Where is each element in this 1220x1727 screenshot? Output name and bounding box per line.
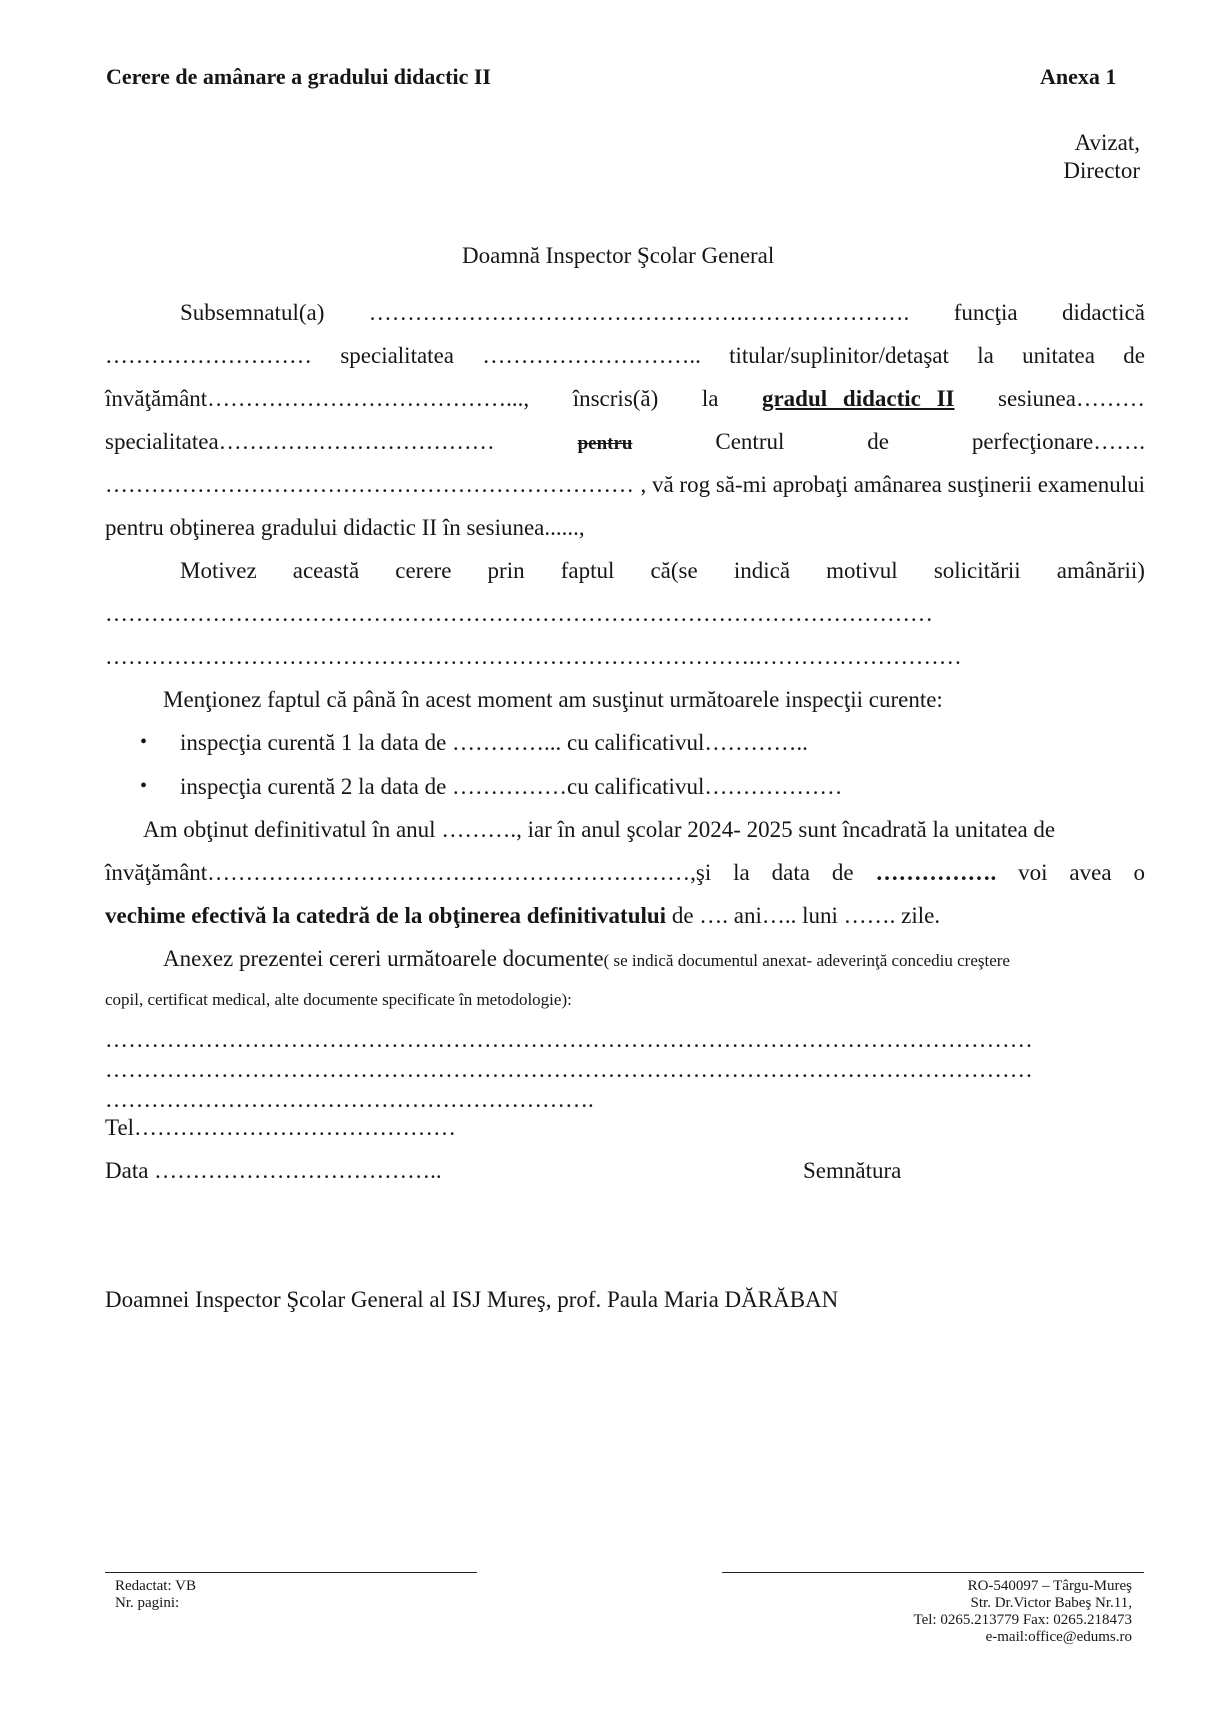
recipient-line: Doamnei Inspector Şcolar General al ISJ Mureş, prof. Paula Maria DĂRĂBAN xyxy=(105,1287,839,1312)
annex-main: Anexez prezentei cereri următoarele documente xyxy=(163,946,604,971)
word-9: solicitării xyxy=(933,558,1021,583)
blank-unit-2: învăţământ………………………………………………………,şi xyxy=(105,860,712,885)
body-line-4 xyxy=(105,429,1145,455)
blank-function: ……………………… xyxy=(105,343,312,368)
annex-line-2: copil, certificat medical, alte documente specificate în metodologie): xyxy=(105,990,572,1009)
date-field: Data ……………………………….. xyxy=(105,1158,442,1183)
text-grade-ii: gradul didactic II xyxy=(761,386,955,411)
blank-center: perfecţionare……. xyxy=(971,429,1145,454)
footer-postal: RO-540097 – Târgu-Mureş xyxy=(967,1578,1132,1594)
body-line-7 xyxy=(180,558,1145,584)
annex-label: Anexa 1 xyxy=(1040,64,1117,89)
blank-name: ………………………………………….…………………. xyxy=(368,300,910,325)
word-7: indică xyxy=(733,558,791,583)
reason-blank-2: ………………………………………………………………………….……………………… xyxy=(105,644,962,669)
reason-blank-1: ……………………………………………………………………………………………… xyxy=(105,601,933,626)
inspection-2: inspecţia curentă 2 la data de ……………cu calificativul……………… xyxy=(180,774,843,799)
inspection-1: inspecţia curentă 1 la data de …………... cu calificativul………….. xyxy=(180,730,808,755)
footer-redactat: Redactat: VB xyxy=(115,1578,196,1594)
annex-small: ( se indică documentul anexat- adeverinţă concediu creştere xyxy=(603,951,1010,970)
text-pentru-struck: pentru xyxy=(577,433,633,454)
text-inscris: înscris(ă) xyxy=(572,386,659,411)
text-unitatea: unitatea xyxy=(1022,343,1095,368)
word-voi: voi xyxy=(1018,860,1048,885)
text-status: titular/suplinitor/detaşat xyxy=(729,343,949,368)
word-10: amânării) xyxy=(1056,558,1145,583)
blank-unit: învăţământ…………………………………..., xyxy=(105,386,530,411)
text-specialitatea: specialitatea xyxy=(340,343,454,368)
documents-blank-1: ………………………………………………………………………………………………………… xyxy=(105,1027,1033,1052)
document-title: Cerere de amânare a gradului didactic II xyxy=(106,64,491,89)
signature-label: Semnătura xyxy=(803,1158,902,1183)
text-de: de xyxy=(1123,343,1145,368)
approval-line1: Avizat, xyxy=(1074,130,1140,155)
word-6: că(se xyxy=(650,558,698,583)
footer-street: Str. Dr.Victor Babeş Nr.11, xyxy=(970,1595,1132,1611)
blank-center-2: …………………………………………………………… xyxy=(105,472,634,497)
seniority-line xyxy=(105,903,1145,929)
word-8: motivul xyxy=(826,558,898,583)
footer-rule-left xyxy=(105,1572,477,1573)
footer-pages: Nr. pagini: xyxy=(115,1595,180,1611)
text-centrul: Centrul xyxy=(715,429,785,454)
body-line-6: pentru obţinerea gradului didactic II în sesiunea......, xyxy=(105,515,585,540)
text-didactica: didactică xyxy=(1061,300,1145,325)
blank-specialty: ……………………….. xyxy=(482,343,701,368)
word-2: această xyxy=(292,558,360,583)
word-de: de xyxy=(831,860,854,885)
seniority-bold: vechime efectivă la catedră de la obţinerea definitivatului xyxy=(105,903,667,928)
text-la-2: la xyxy=(701,386,719,411)
inspections-intro: Menţionez faptul că până în acest moment am susţinut următoarele inspecţii curente: xyxy=(163,687,943,712)
annex-line xyxy=(163,946,1145,972)
text-la: la xyxy=(977,343,994,368)
body-line-2 xyxy=(105,343,1145,369)
text-subsemnatul: Subsemnatul(a) xyxy=(180,300,325,325)
seniority-rest: de …. ani….. luni ……. zile. xyxy=(666,903,941,928)
blank-date: ……………. xyxy=(875,860,997,885)
word-5: faptul xyxy=(560,558,615,583)
body-line-3 xyxy=(105,386,1145,412)
body-line-1 xyxy=(180,300,1145,326)
unit-line xyxy=(105,860,1145,886)
blank-session: sesiunea……… xyxy=(998,386,1145,411)
footer-rule-right xyxy=(722,1572,1144,1573)
definitivat-line: Am obţinut definitivatul în anul ………., iar în anul şcolar 2024- 2025 sunt încadrată la unitatea de xyxy=(143,817,1056,842)
word-o: o xyxy=(1133,860,1145,885)
text-de-2: de xyxy=(867,429,889,454)
body-line-5 xyxy=(105,472,1145,498)
word-avea: avea xyxy=(1069,860,1112,885)
word-data: data xyxy=(771,860,810,885)
blank-specialty-2: specialitatea……………………………… xyxy=(105,429,495,454)
word-3: cerere xyxy=(395,558,452,583)
text-request: , vă rog să-mi aprobaţi amânarea susţinerii examenului xyxy=(640,472,1145,497)
bullet-dot-2: • xyxy=(140,775,148,797)
footer-email: e-mail:office@edums.ro xyxy=(985,1629,1132,1645)
footer-phone: Tel: 0265.213779 Fax: 0265.218473 xyxy=(913,1612,1132,1628)
word-la: la xyxy=(733,860,750,885)
documents-blank-2: ………………………………………………………………………………………………………… xyxy=(105,1057,1033,1082)
word-4: prin xyxy=(487,558,525,583)
text-functia: funcţia xyxy=(953,300,1018,325)
documents-blank-3: ………………………………………………………. xyxy=(105,1087,594,1112)
bullet-dot-1: • xyxy=(140,731,148,753)
tel-field: Tel…………………………………… xyxy=(105,1115,457,1140)
addressee-heading: Doamnă Inspector Şcolar General xyxy=(462,243,775,268)
approval-line2: Director xyxy=(1063,158,1140,183)
word-1: Motivez xyxy=(180,558,257,583)
